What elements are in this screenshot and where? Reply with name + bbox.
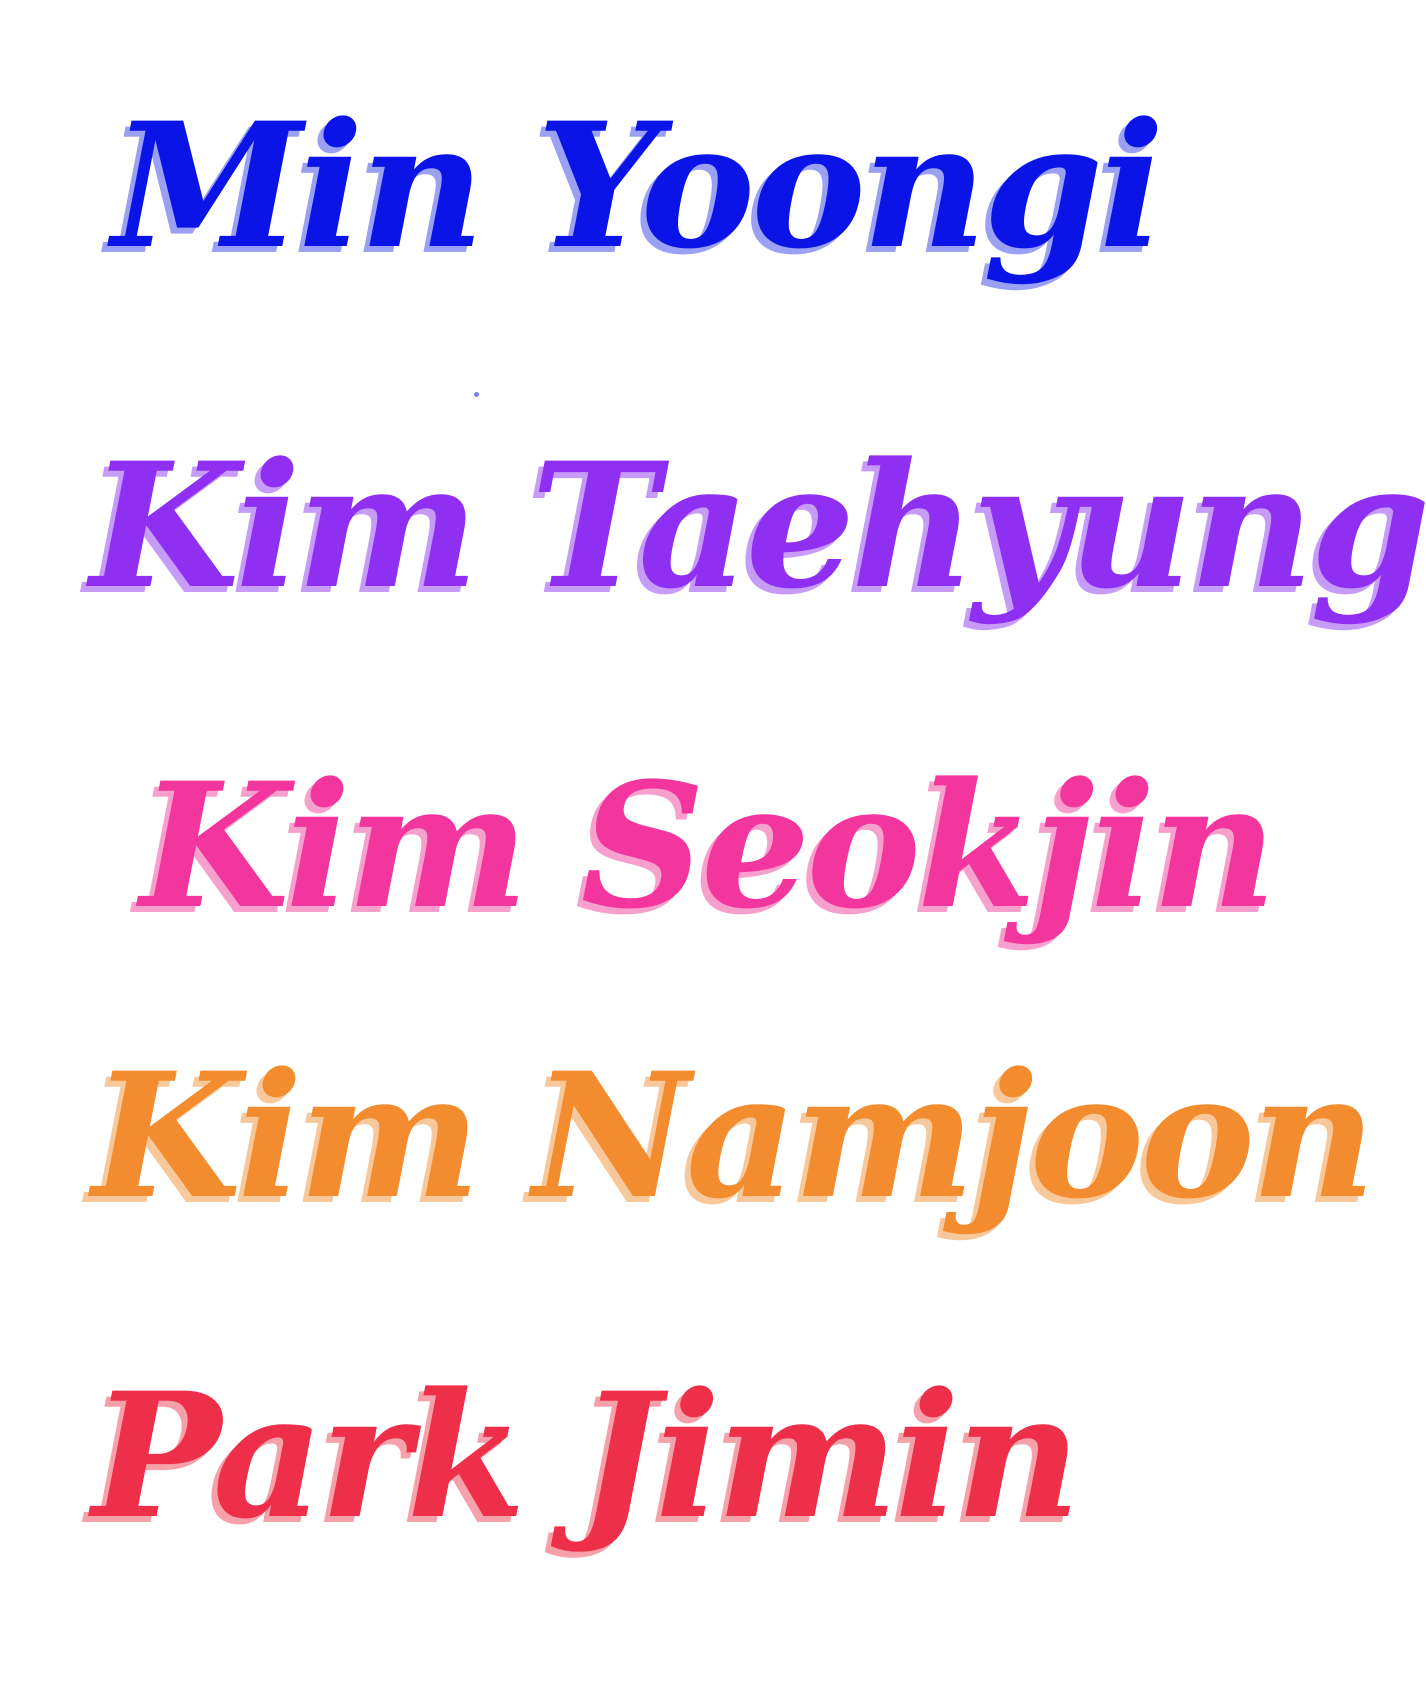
name-park-jimin: Park Jimin xyxy=(92,1354,1077,1557)
name-min-yoongi: Min Yoongi xyxy=(112,84,1161,287)
stray-dot xyxy=(474,392,479,397)
name-kim-seokjin: Kim Seokjin xyxy=(140,744,1273,947)
name-kim-namjoon: Kim Namjoon xyxy=(92,1034,1373,1237)
name-kim-taehyung: Kim Taehyung xyxy=(90,424,1426,627)
